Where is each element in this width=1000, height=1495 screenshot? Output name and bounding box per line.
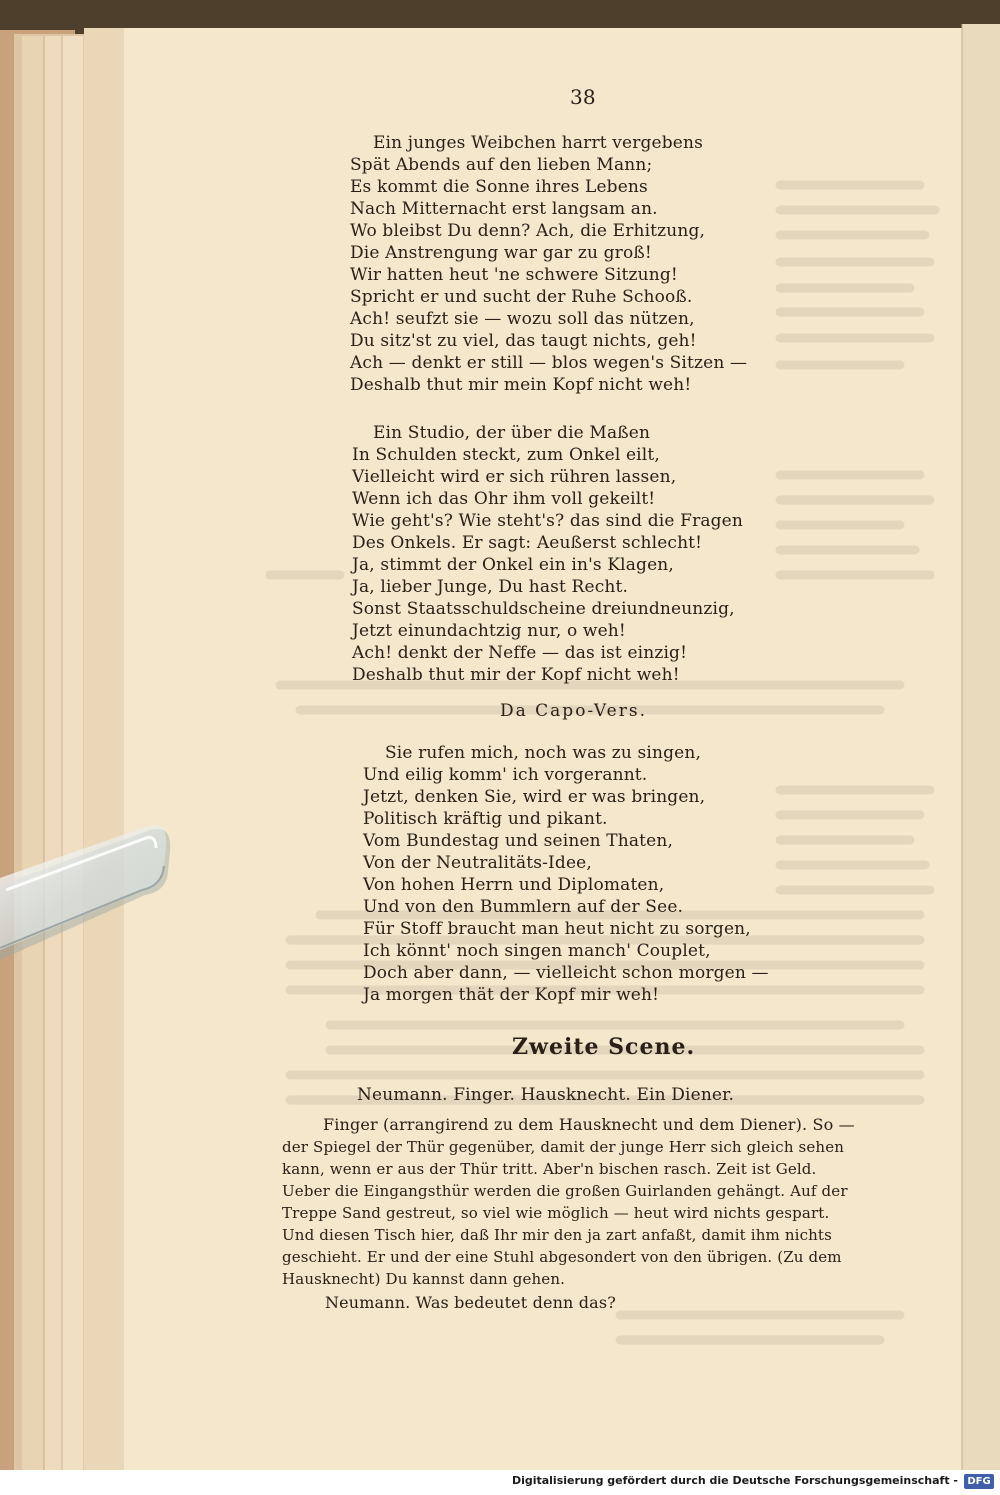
verse-line: Wie geht's? Wie steht's? das sind die Fragen [352, 511, 743, 531]
prose-line: Und diesen Tisch hier, daß Ihr mir den ja zart anfaßt, damit ihm nichts [282, 1226, 832, 1244]
verse-line: Jetzt, denken Sie, wird er was bringen, [363, 787, 706, 807]
verse-line: Und von den Bummlern auf der See. [363, 897, 684, 917]
verse-line: Doch aber dann, — vielleicht schon morgen — [363, 963, 769, 983]
verse-line: Spät Abends auf den lieben Mann; [350, 155, 653, 175]
verse-line: Ich könnt' noch singen manch' Couplet, [363, 941, 711, 961]
verse-line: In Schulden steckt, zum Onkel eilt, [352, 445, 660, 465]
prose-line: Treppe Sand gestreut, so viel wie möglich — heut wird nichts gespart. [282, 1204, 830, 1222]
verse-line: Sonst Staatsschuldscheine dreiundneunzig, [352, 599, 735, 619]
prose-line: Hausknecht) Du kannst dann gehen. [282, 1270, 566, 1288]
prose-line: geschieht. Er und der eine Stuhl abgesondert von den übrigen. (Zu dem [282, 1248, 842, 1266]
da-capo-heading: Da Capo-Vers. [500, 701, 647, 721]
verse-line: Deshalb thut mir mein Kopf nicht weh! [350, 375, 692, 395]
verse-line: Ach! denkt der Neffe — das ist einzig! [352, 643, 688, 663]
scene-heading: Zweite Scene. [512, 1034, 696, 1060]
verse-line: Wenn ich das Ohr ihm voll gekeilt! [352, 489, 656, 509]
verse-line: Des Onkels. Er sagt: Aeußerst schlecht! [352, 533, 703, 553]
verse-line: Von der Neutralitäts-Idee, [363, 853, 592, 873]
verse-line: Spricht er und sucht der Ruhe Schooß. [350, 287, 693, 307]
verse-line: Sie rufen mich, noch was zu singen, [385, 743, 701, 763]
footer-bar [0, 1470, 1000, 1495]
verse-line: Vom Bundestag und seinen Thaten, [363, 831, 674, 851]
verse-line: Deshalb thut mir der Kopf nicht weh! [352, 665, 680, 685]
verse-line: Von hohen Herrn und Diplomaten, [363, 875, 665, 895]
prose-line: Ueber die Eingangsthür werden die großen Guirlanden gehängt. Auf der [282, 1182, 848, 1200]
verse-line: Die Anstrengung war gar zu groß! [350, 243, 652, 263]
dfg-logo: DFG [964, 1474, 994, 1489]
verse-line: Wo bleibst Du denn? Ach, die Erhitzung, [350, 221, 706, 241]
verse-line: Ach! seufzt sie — wozu soll das nützen, [350, 309, 695, 329]
verse-line: Politisch kräftig und pikant. [363, 809, 608, 829]
prose-line: der Spiegel der Thür gegenüber, damit der junge Herr sich gleich sehen [282, 1138, 845, 1156]
verse-line: Und eilig komm' ich vorgerannt. [363, 765, 648, 785]
verse-line: Nach Mitternacht erst langsam an. [350, 199, 658, 219]
prose-line: Neumann. Was bedeutet denn das? [325, 1293, 616, 1312]
funding-credit: Digitalisierung gefördert durch die Deutsche Forschungsgemeinschaft - [511, 1474, 958, 1487]
verse-line: Ein junges Weibchen harrt vergebens [373, 133, 703, 153]
character-list: Neumann. Finger. Hausknecht. Ein Diener. [357, 1085, 735, 1105]
verse-line: Ach — denkt er still — blos wegen's Sitzen — [350, 353, 748, 373]
verse-line: Du sitz'st zu viel, das taugt nichts, geh! [350, 331, 697, 351]
verse-line: Ja morgen thät der Kopf mir weh! [363, 985, 660, 1005]
verse-line: Ein Studio, der über die Maßen [373, 423, 651, 443]
verse-line: Ja, stimmt der Onkel ein in's Klagen, [352, 555, 674, 575]
verse-line: Wir hatten heut 'ne schwere Sitzung! [350, 265, 678, 285]
prose-line: kann, wenn er aus der Thür tritt. Aber'n bischen rasch. Zeit ist Geld. [282, 1160, 817, 1178]
page-number: 38 [570, 85, 596, 109]
verse-line: Jetzt einundachtzig nur, o weh! [352, 621, 626, 641]
verse-line: Vielleicht wird er sich rühren lassen, [352, 467, 677, 487]
verse-line: Für Stoff braucht man heut nicht zu sorgen, [363, 919, 751, 939]
verse-line: Ja, lieber Junge, Du hast Recht. [352, 577, 629, 597]
verse-line: Es kommt die Sonne ihres Lebens [350, 177, 648, 197]
prose-line: Finger (arrangirend zu dem Hausknecht und dem Diener). So — [323, 1115, 855, 1134]
